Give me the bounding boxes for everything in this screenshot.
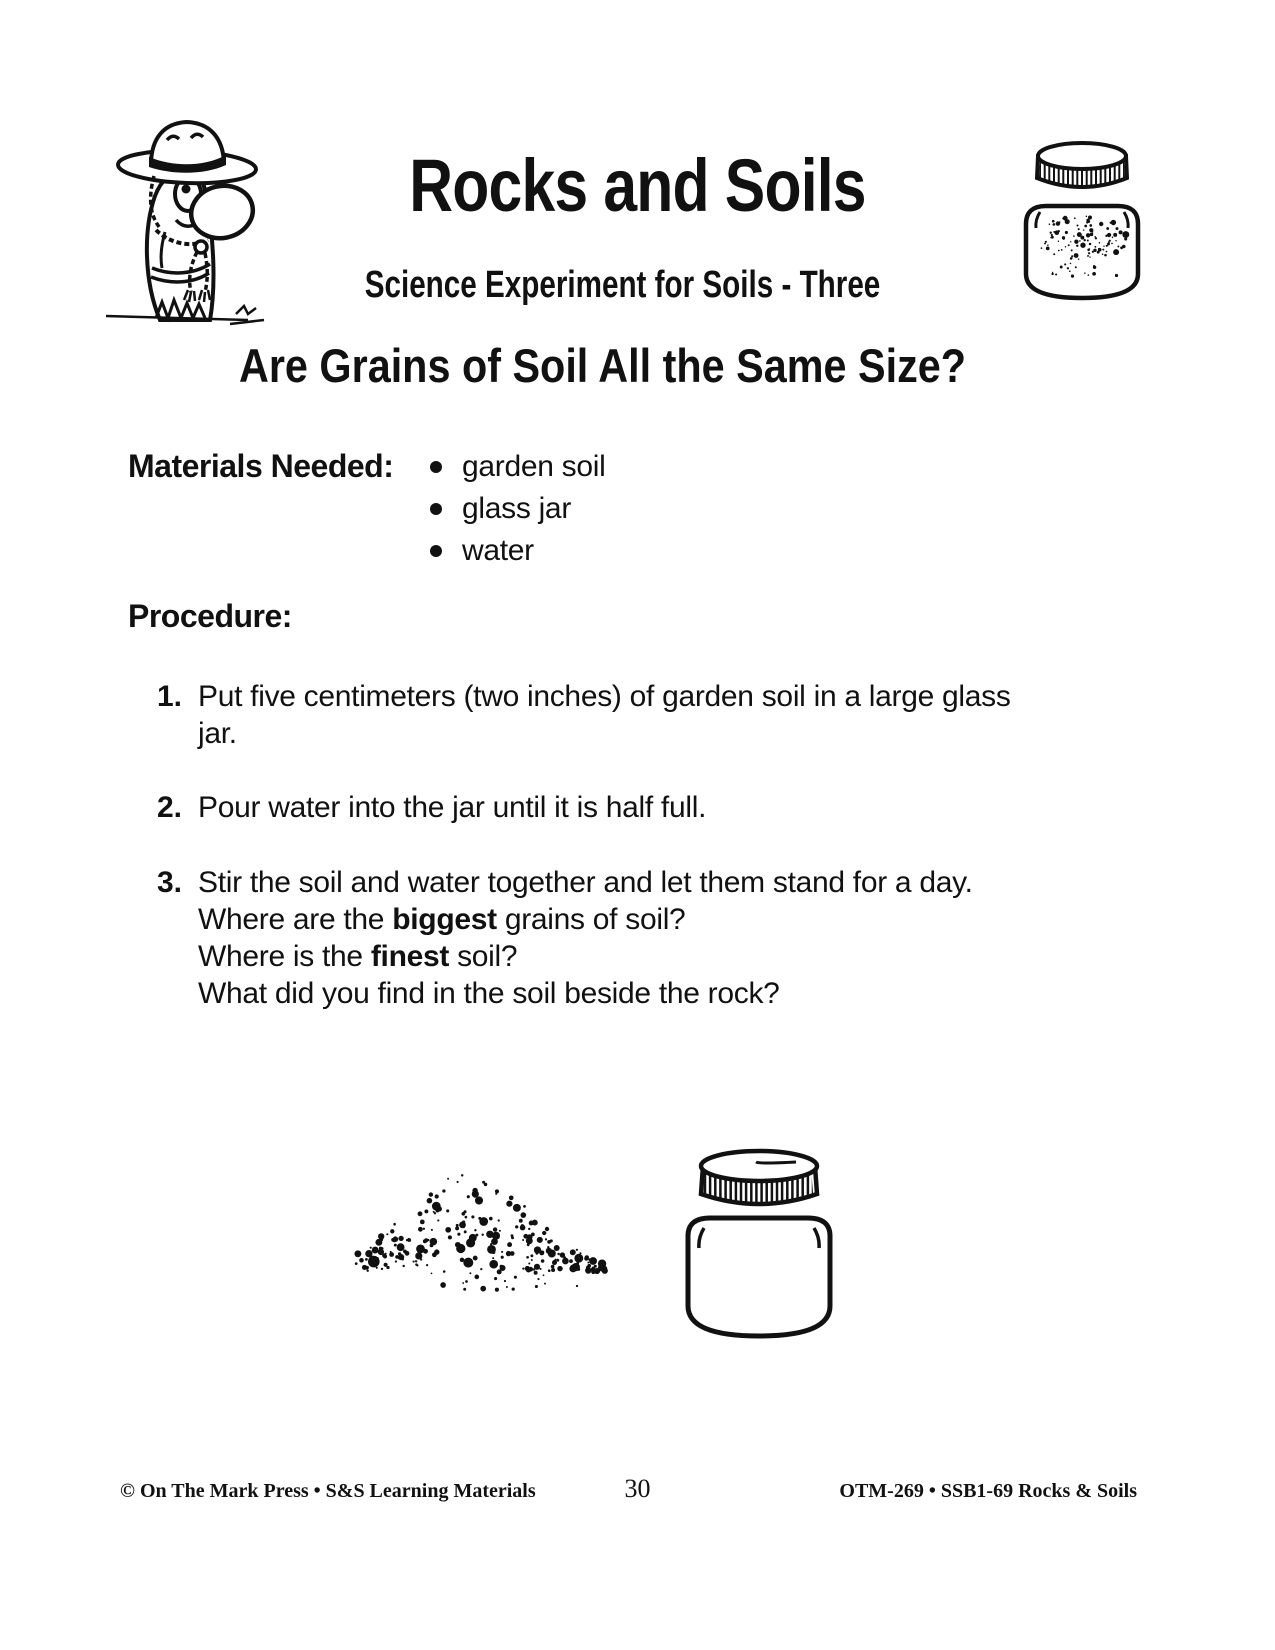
step-number: 2. (156, 791, 182, 824)
materials-item (430, 530, 605, 572)
page-title: Rocks and Soils (409, 144, 866, 227)
step-text: Put five centimeters (two inches) of garden soil in a large glass jar. (198, 680, 1011, 750)
materials-item-label: garden soil (462, 450, 606, 483)
page-number: 30 (624, 1474, 651, 1503)
step-text: Pour water into the jar until it is half full. (198, 791, 707, 824)
step-number: 3. (156, 866, 182, 899)
materials-label: Materials Needed: (128, 448, 394, 484)
page-subtitle: Science Experiment for Soils - Three (364, 264, 881, 306)
bullet-icon (430, 545, 442, 557)
materials-item (430, 446, 605, 488)
jar-with-soil-icon (1020, 136, 1145, 306)
bullet-icon (430, 461, 442, 473)
step-number: 1. (156, 680, 182, 713)
step-text: Stir the soil and water together and let them stand for a day. Where are the biggest grains of soil? Where is the finest soil? What did you find in the soil beside the rock? (198, 866, 973, 1010)
materials-item-label: water (462, 534, 534, 567)
materials-item (430, 488, 605, 530)
materials-list (430, 446, 605, 572)
footer-copyright: © On The Mark Press • S&S Learning Materials (120, 1480, 536, 1502)
bullet-icon (430, 503, 442, 515)
procedure-label: Procedure: (128, 598, 292, 634)
empty-jar-icon (678, 1140, 843, 1350)
footer-product-code: OTM-269 • SSB1-69 Rocks & Soils (839, 1480, 1137, 1502)
soil-pile-icon (330, 1105, 630, 1295)
question-heading: Are Grains of Soil All the Same Size? (238, 339, 967, 392)
materials-item-label: glass jar (462, 492, 572, 525)
